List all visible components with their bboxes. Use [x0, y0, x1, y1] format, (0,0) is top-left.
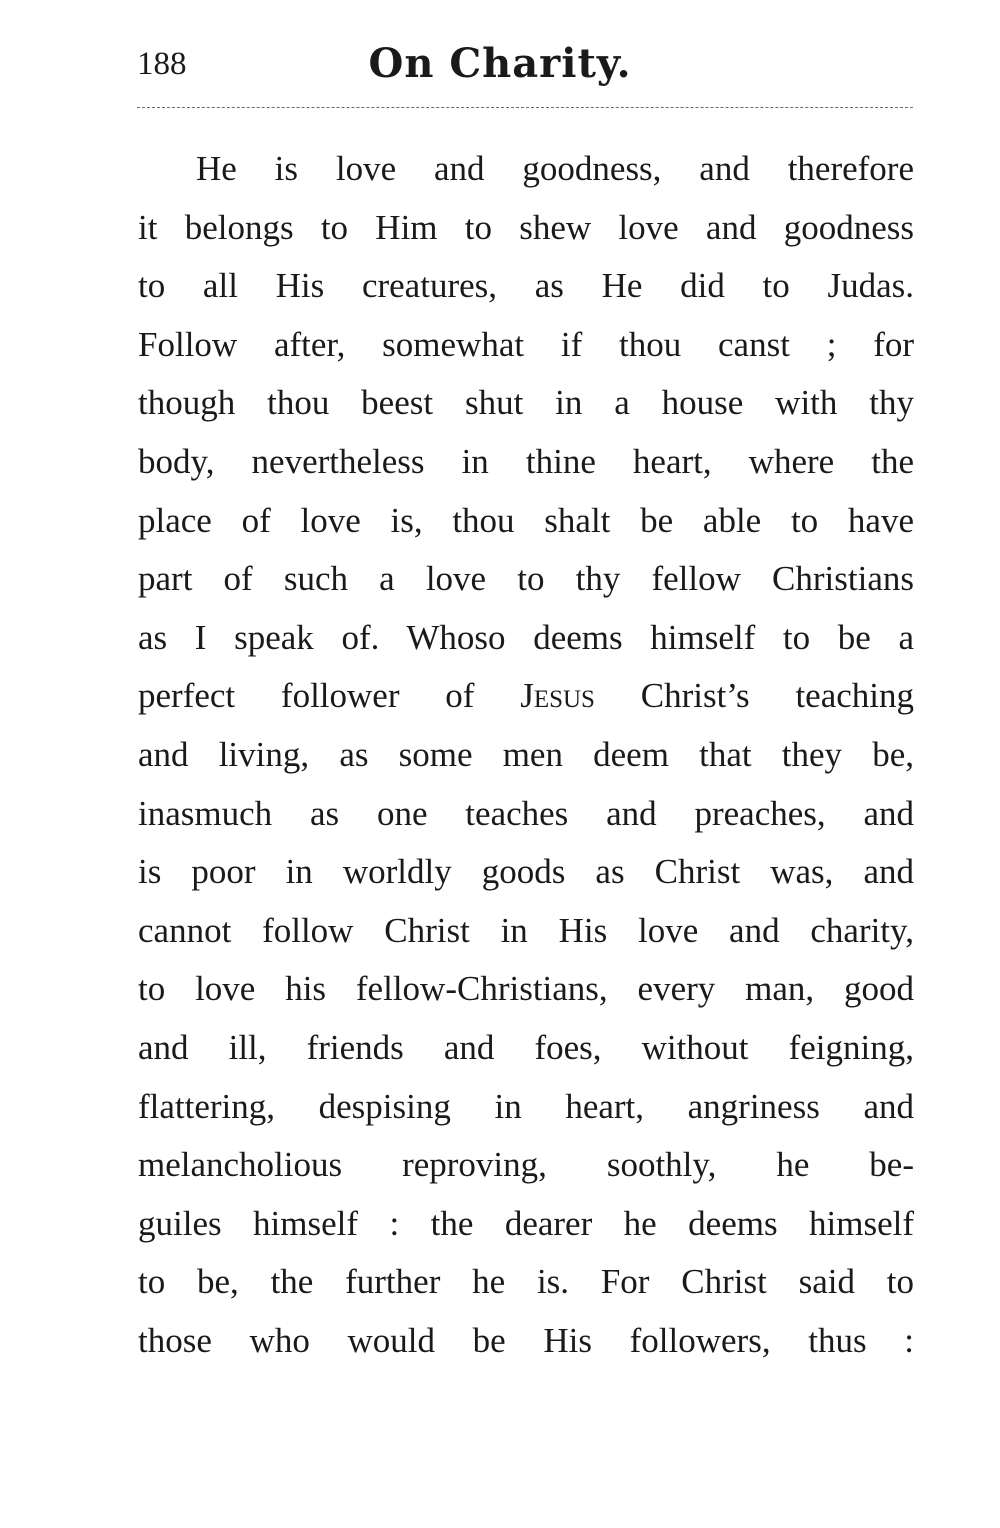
- text-line: and living, as some men deem that they be,: [138, 734, 914, 774]
- text-line: place of love is, thou shalt be able to have: [138, 500, 914, 540]
- text-line: it belongs to Him to shew love and goodness: [138, 207, 914, 247]
- page-number: 188: [137, 46, 187, 82]
- text-line: guiles himself : the dearer he deems himself: [138, 1203, 914, 1243]
- text-line: cannot follow Christ in His love and charity,: [138, 910, 914, 950]
- text-line: to love his fellow-Christians, every man, good: [138, 969, 914, 1009]
- running-title: On Charity.: [368, 40, 632, 87]
- small-caps-name: Jesus: [520, 676, 595, 716]
- text-line: and ill, friends and foes, without feigning,: [138, 1027, 914, 1067]
- header-rule: [137, 107, 913, 108]
- text-line: to be, the further he is. For Christ said to: [138, 1262, 914, 1302]
- text-line: part of such a love to thy fellow Christians: [138, 559, 914, 599]
- text-line: is poor in worldly goods as Christ was, and: [138, 852, 914, 892]
- text-segment: perfect follower of: [138, 676, 521, 716]
- text-line: [138, 667, 914, 726]
- text-line: those who would be His followers, thus :: [138, 1320, 914, 1360]
- text-line: though thou beest shut in a house with thy: [138, 383, 914, 423]
- page-header: [0, 38, 1000, 98]
- text-line: as I speak of. Whoso deems himself to be a: [138, 617, 914, 657]
- text-line: He is love and goodness, and therefore: [196, 149, 914, 188]
- text-line: Follow after, somewhat if thou canst ; for: [138, 324, 914, 364]
- text-line: to all His creatures, as He did to Judas.: [138, 266, 914, 306]
- text-line: melancholious reproving, soothly, he be-: [138, 1145, 914, 1185]
- text-line: inasmuch as one teaches and preaches, and: [138, 793, 914, 833]
- text-line: flattering, despising in heart, angriness and: [138, 1086, 914, 1126]
- body-text: [138, 140, 914, 1370]
- text-segment: Christ’s teaching: [594, 676, 914, 716]
- text-line: body, nevertheless in thine heart, where the: [138, 441, 914, 481]
